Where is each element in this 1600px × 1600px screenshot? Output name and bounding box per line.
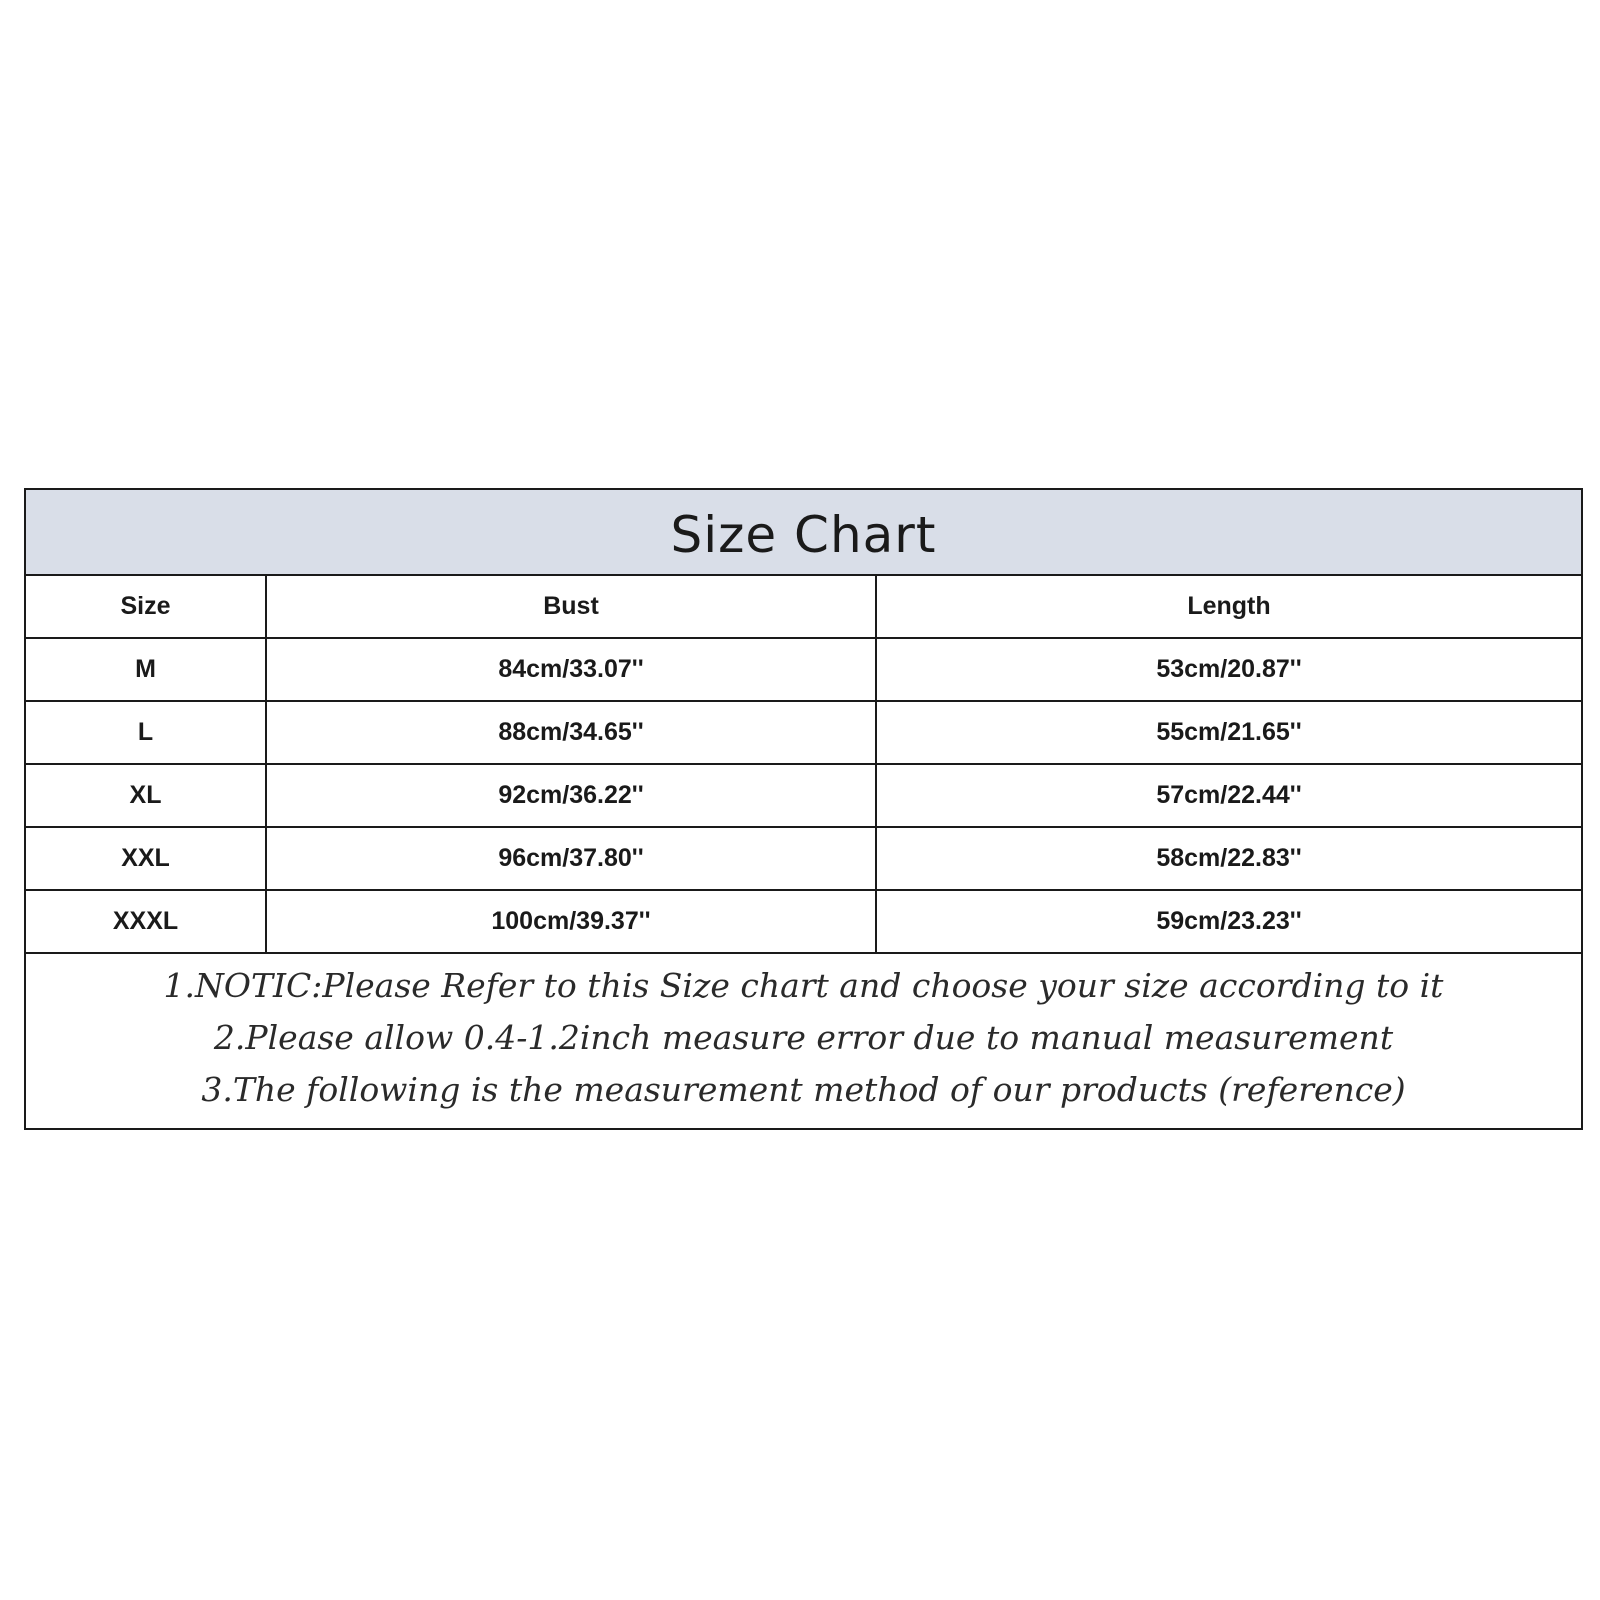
cell-bust: 84cm/33.07'' [266, 638, 876, 701]
cell-size: M [26, 638, 266, 701]
table-row [26, 764, 1581, 827]
cell-bust: 100cm/39.37'' [266, 890, 876, 953]
cell-length: 57cm/22.44'' [876, 764, 1581, 827]
size-chart [24, 488, 1583, 1130]
chart-title: Size Chart [26, 490, 1581, 576]
cell-bust: 96cm/37.80'' [266, 827, 876, 890]
cell-size: L [26, 701, 266, 764]
size-table [26, 576, 1581, 954]
cell-size: XL [26, 764, 266, 827]
note-line: 2.Please allow 0.4-1.2inch measure error due to manual measurement [213, 1018, 1394, 1057]
cell-length: 53cm/20.87'' [876, 638, 1581, 701]
cell-size: XXL [26, 827, 266, 890]
cell-length: 59cm/23.23'' [876, 890, 1581, 953]
header-bust: Bust [266, 576, 876, 638]
header-length: Length [876, 576, 1581, 638]
table-row [26, 638, 1581, 701]
table-header-row [26, 576, 1581, 638]
note-line: 3.The following is the measurement method of our products (reference) [201, 1070, 1406, 1109]
table-row [26, 890, 1581, 953]
table-row [26, 827, 1581, 890]
note-line: 1.NOTIC:Please Refer to this Size chart and choose your size according to it [163, 966, 1444, 1005]
cell-bust: 88cm/34.65'' [266, 701, 876, 764]
notes-section [26, 954, 1581, 1128]
header-size: Size [26, 576, 266, 638]
cell-size: XXXL [26, 890, 266, 953]
cell-length: 58cm/22.83'' [876, 827, 1581, 890]
table-row [26, 701, 1581, 764]
cell-bust: 92cm/36.22'' [266, 764, 876, 827]
cell-length: 55cm/21.65'' [876, 701, 1581, 764]
